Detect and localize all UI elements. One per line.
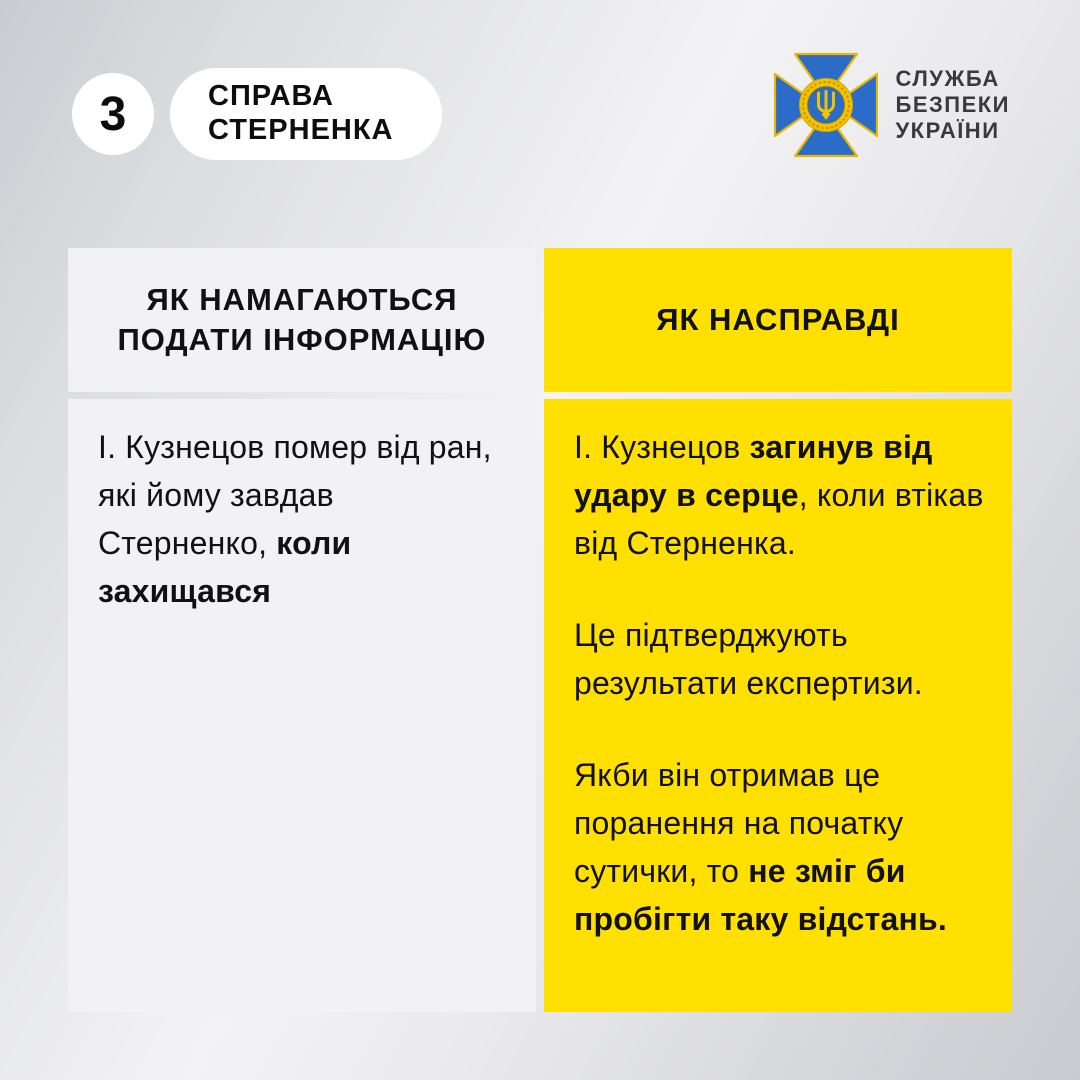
- comparison-table: [68, 248, 1012, 1012]
- column-claim-header-text: ЯК НАМАГАЮТЬСЯ ПОДАТИ ІНФОРМАЦІЮ: [117, 282, 487, 357]
- fact-paragraph-2: [574, 611, 986, 707]
- sbu-org-name: [896, 66, 1011, 144]
- column-claim-body: [68, 399, 536, 1012]
- claim-text-bold: коли захищався: [98, 525, 352, 609]
- column-claim: [68, 248, 536, 1012]
- case-number-badge: [72, 73, 154, 155]
- fact1-text-bold: загинув від удару в серце: [574, 429, 933, 513]
- fact1-text-regular: І. Кузнецов: [574, 429, 750, 465]
- sbu-org-line1: СЛУЖБА: [895, 66, 1000, 91]
- fact1-text-regular-2: , коли втікав від Стерненка.: [574, 477, 984, 561]
- fact-paragraph-1: [574, 423, 986, 567]
- case-title-pill: [170, 68, 442, 160]
- fact3-text-regular: Якби він отримав це поранення на початку сутички, то: [574, 757, 904, 889]
- claim-paragraph: [98, 423, 510, 615]
- fact2-text: Це підтверджують результати експертизи.: [574, 617, 923, 701]
- case-title-line1: СПРАВА: [208, 80, 334, 112]
- case-badge-row: [72, 68, 442, 160]
- case-title-line2: СТЕРНЕНКА: [208, 114, 394, 146]
- fact3-text-bold: не зміг би пробігти таку відстань.: [574, 853, 948, 937]
- sbu-org-line2: БЕЗПЕКИ: [895, 92, 1010, 117]
- claim-text-regular: І. Кузнецов помер від ран, які йому завдав Стерненко,: [98, 429, 492, 561]
- fact-paragraph-3: [574, 751, 986, 943]
- sbu-emblem-icon: [774, 52, 878, 158]
- column-fact: [544, 248, 1012, 1012]
- column-fact-header-text: ЯК НАСПРАВДІ: [656, 302, 900, 337]
- column-claim-header: [68, 248, 536, 392]
- sbu-logo: [774, 52, 1011, 158]
- case-number: 3: [99, 87, 127, 141]
- sbu-org-line3: УКРАЇНИ: [895, 118, 1000, 143]
- column-fact-body: [544, 399, 1012, 1012]
- column-fact-header: [544, 248, 1012, 392]
